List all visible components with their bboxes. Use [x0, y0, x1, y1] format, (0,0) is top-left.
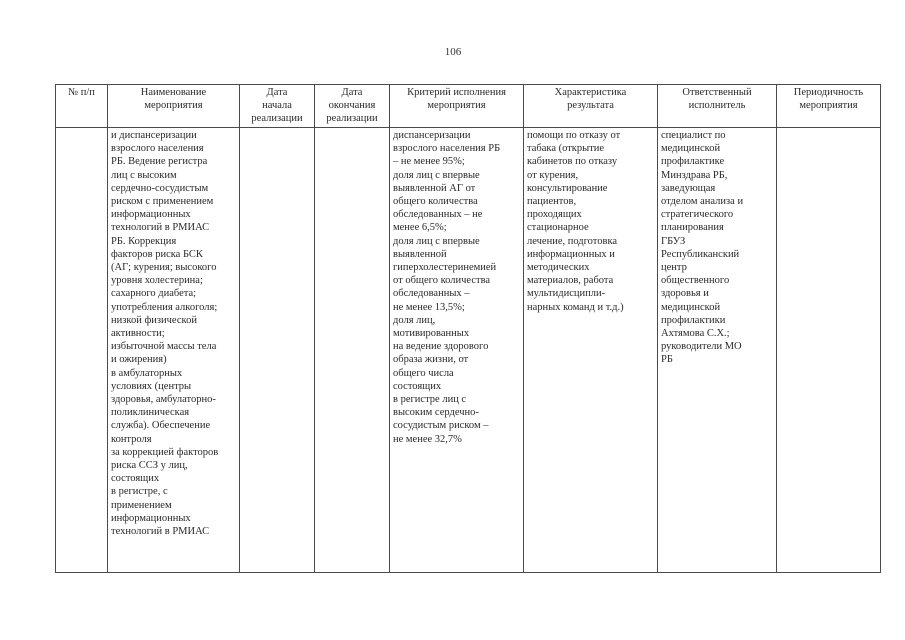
table-header-row — [56, 85, 881, 128]
cell-end-date — [315, 128, 390, 573]
cell-number — [56, 128, 108, 573]
cell-start-date — [240, 128, 315, 573]
cell-periodicity — [777, 128, 881, 573]
cell-responsible: специалист по медицинской профилактике Минздрава РБ, заведующая отделом анализа и стратегического планирования ГБУЗ Республиканский центр общественного здоровья и медицинской профилактики Ахтямова С.Х.; руководители МО РБ — [658, 128, 777, 573]
header-result: Характеристика результата — [524, 85, 658, 128]
cell-name: и диспансеризации взрослого населения РБ. Ведение регистра лиц с высоким сердечно-сосудистым риском с применением информационных технологий в РМИАС РБ. Коррекция факторов риска БСК (АГ; курения; высокого уровня холестерина; сахарного диабета; употребления алкоголя; низкой физической активности; избыточной массы тела и ожирения) в амбулаторных условиях (центры здоровья, амбулаторно- поликлиническая служба). Обеспечение контроля за коррекцией факторов риска ССЗ у лиц, состоящих в регистре, с применением информационных технологий в РМИАС — [108, 128, 240, 573]
cell-criterion: диспансеризации взрослого населения РБ – не менее 95%; доля лиц с впервые выявленной АГ от общего количества обследованных – не менее 6,5%; доля лиц с впервые выявленной гиперхолестеринемией от общего количества обследованных – не менее 13,5%; доля лиц, мотивированных на ведение здорового образа жизни, от общего числа состоящих в регистре лиц с высоким сердечно- сосудистым риском – не менее 32,7% — [390, 128, 524, 573]
header-number: № п/п — [56, 85, 108, 128]
header-end-date: Дата окончания реализации — [315, 85, 390, 128]
header-start-date: Дата начала реализации — [240, 85, 315, 128]
measures-table — [55, 84, 881, 573]
header-responsible: Ответственный исполнитель — [658, 85, 777, 128]
cell-result: помощи по отказу от табака (открытие кабинетов по отказу от курения, консультирование пациентов, проходящих стационарное лечение, подготовка информационных и методических материалов, работа мультидисципли- нарных команд и т.д.) — [524, 128, 658, 573]
page-number: 106 — [444, 46, 462, 58]
header-periodicity: Периодичность мероприятия — [777, 85, 881, 128]
header-criterion: Критерий исполнения мероприятия — [390, 85, 524, 128]
header-name: Наименование мероприятия — [108, 85, 240, 128]
table-row — [56, 128, 881, 573]
